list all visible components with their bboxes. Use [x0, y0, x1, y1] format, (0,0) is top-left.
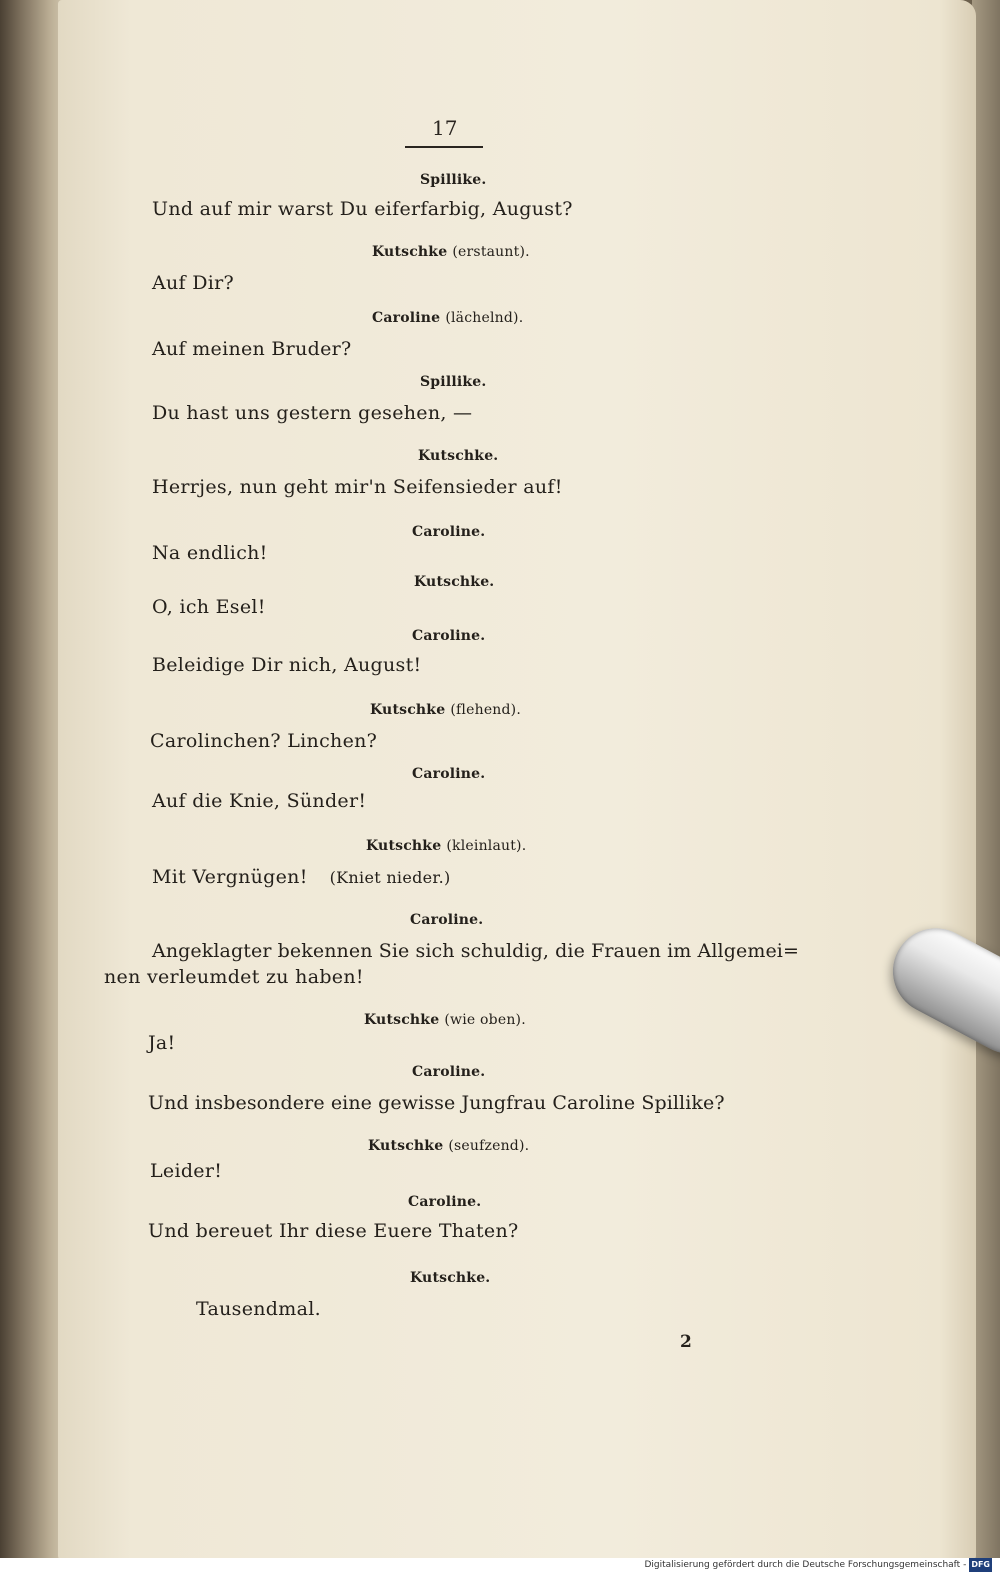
speaker-label: Kutschke.: [410, 1270, 491, 1286]
speaker-label: Caroline.: [412, 1064, 486, 1080]
dialogue-line: Leider!: [150, 1160, 223, 1182]
book-page: [58, 0, 976, 1560]
speaker-label: Kutschke (kleinlaut).: [366, 838, 527, 854]
speaker-label: Caroline.: [412, 628, 486, 644]
dialogue-line: nen verleumdet zu haben!: [104, 966, 364, 988]
dialogue-line: Carolinchen? Linchen?: [150, 730, 378, 752]
dialogue-line: O, ich Esel!: [152, 596, 266, 618]
speaker-label: Caroline (lächelnd).: [372, 310, 524, 326]
page-number-rule: [405, 146, 483, 148]
speaker-label: Kutschke.: [414, 574, 495, 590]
speaker-label: Spillike.: [420, 374, 487, 390]
speaker-label: Kutschke (wie oben).: [364, 1012, 526, 1028]
dialogue-line: Und bereuet Ihr diese Euere Thaten?: [148, 1220, 519, 1242]
dfg-logo: DFG: [969, 1558, 992, 1572]
page-number: 17: [432, 116, 458, 140]
dialogue-line: Na endlich!: [152, 542, 268, 564]
dialogue-line: Auf meinen Bruder?: [152, 338, 352, 360]
dialogue-line: Auf Dir?: [152, 272, 235, 294]
dialogue-line: Und insbesondere eine gewisse Jungfrau Caroline Spillike?: [148, 1092, 725, 1114]
dialogue-line: Ja!: [148, 1032, 176, 1054]
dialogue-line: Mit Vergnügen! (Kniet nieder.): [152, 866, 451, 888]
speaker-label: Caroline.: [410, 912, 484, 928]
page-edge-right: [972, 0, 1000, 1572]
speaker-label: Kutschke (seufzend).: [368, 1138, 530, 1154]
speaker-label: Kutschke.: [418, 448, 499, 464]
speaker-label: Kutschke (erstaunt).: [372, 244, 530, 260]
speaker-label: Caroline.: [412, 766, 486, 782]
dialogue-line: Auf die Knie, Sünder!: [152, 790, 367, 812]
dialogue-line: Herrjes, nun geht mir'n Seifensieder auf!: [152, 476, 563, 498]
digitization-credit: Digitalisierung gefördert durch die Deutsche Forschungsgemeinschaft - DFG: [644, 1560, 990, 1570]
dialogue-line: Du hast uns gestern gesehen, —: [152, 402, 473, 424]
speaker-label: Spillike.: [420, 172, 487, 188]
speaker-label: Kutschke (flehend).: [370, 702, 521, 718]
speaker-label: Caroline.: [408, 1194, 482, 1210]
dialogue-line: Und auf mir warst Du eiferfarbig, August?: [152, 198, 573, 220]
sheet-signature-number: 2: [680, 1332, 692, 1352]
dialogue-line: Beleidige Dir nich, August!: [152, 654, 422, 676]
dialogue-line: Tausendmal.: [196, 1298, 321, 1320]
dialogue-line: Angeklagter bekennen Sie sich schuldig, die Frauen im Allgemei=: [152, 940, 799, 962]
speaker-label: Caroline.: [412, 524, 486, 540]
